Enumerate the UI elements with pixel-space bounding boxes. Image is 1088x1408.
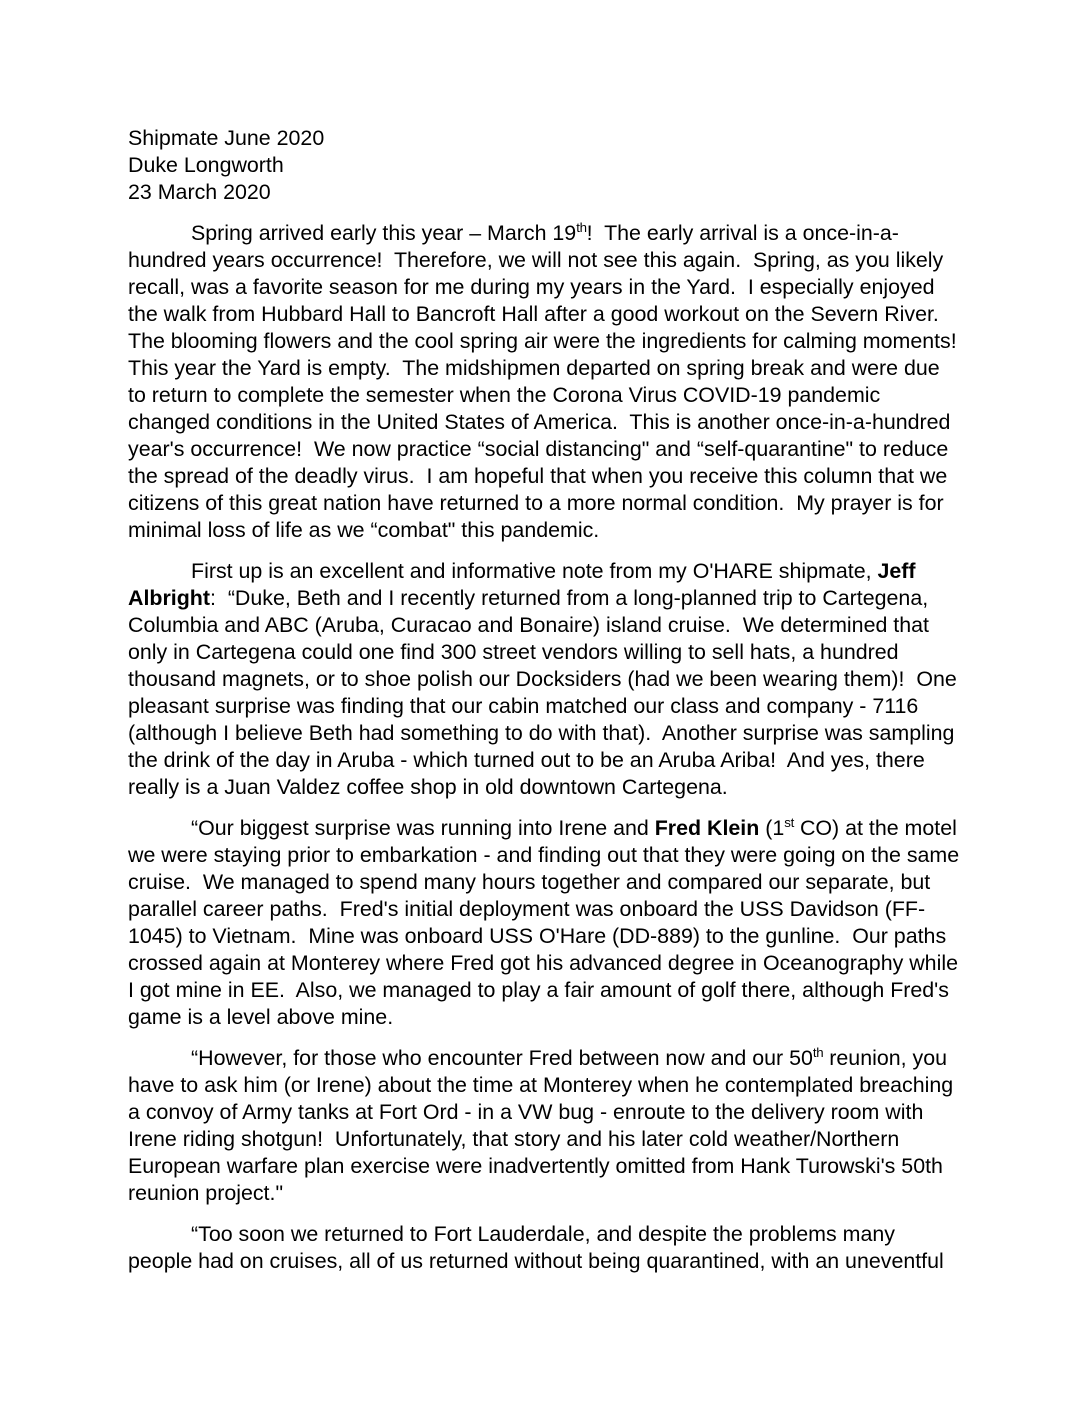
text-line [128,612,968,639]
text-line [128,247,968,274]
text-run: (1 [759,816,785,840]
text-run: thousand magnets, or to shoe polish our Docksiders (had we been wearing them)! One [128,667,957,691]
text-line [128,301,968,328]
header-line: 23 March 2020 [128,180,271,204]
text-run: parallel career paths. Fred's initial deployment was onboard the USS Davidson (FF- [128,897,926,921]
text-line [128,463,968,490]
text-run: First up is an excellent and informative note from my O'HARE shipmate, [191,559,878,583]
text-line [128,1099,968,1126]
text-run: reunion project." [128,1181,284,1205]
text-line [128,977,968,1004]
text-line [128,639,968,666]
text-run: really is a Juan Valdez coffee shop in old downtown Cartegena. [128,775,728,799]
text-run: CO) at the motel [794,816,957,840]
paragraph [128,1045,968,1207]
text-line [128,842,968,869]
bold-run: Albright [128,586,210,610]
text-run: “Too soon we returned to Fort Lauderdale, and despite the problems many [191,1222,895,1246]
text-run: The blooming flowers and the cool spring air were the ingredients for calming moments! [128,329,957,353]
text-line [128,1072,968,1099]
text-line [128,693,968,720]
text-run: 1045) to Vietnam. Mine was onboard USS O'Hare (DD-889) to the gunline. Our paths [128,924,947,948]
text-run: “Our biggest surprise was running into Irene and [191,816,655,840]
text-run: only in Cartegena could one find 300 street vendors willing to sell hats, a hundred [128,640,899,664]
text-run: the drink of the day in Aruba - which turned out to be an Aruba Ariba! And yes, there [128,748,925,772]
text-line [128,923,968,950]
text-line [128,1221,968,1248]
text-line [128,869,968,896]
text-run: hundred years occurrence! Therefore, we will not see this again. Spring, as you likely [128,248,944,272]
text-line [128,1126,968,1153]
text-run: “However, for those who encounter Fred between now and our 50 [191,1046,813,1070]
text-run: a convoy of Army tanks at Fort Ord - in a VW bug - enroute to the delivery room with [128,1100,924,1124]
text-line [128,815,968,842]
text-line [128,950,968,977]
text-run: pleasant surprise was finding that our cabin matched our class and company - 7116 [128,694,919,718]
text-line [128,585,968,612]
text-run: to return to complete the semester when the Corona Virus COVID-19 pandemic [128,383,881,407]
text-run: have to ask him (or Irene) about the time at Monterey when he contemplated breaching [128,1073,954,1097]
text-run: we were staying prior to embarkation - and finding out that they were going on the same [128,843,960,867]
text-run: I got mine in EE. Also, we managed to play a fair amount of golf there, although Fred's [128,978,949,1002]
text-run: reunion, you [823,1046,948,1070]
paragraph [128,815,968,1031]
paragraph [128,1221,968,1275]
text-run: minimal loss of life as we “combat" this pandemic. [128,518,600,542]
text-line [128,747,968,774]
bold-run: Jeff [877,559,916,583]
superscript-run: th [576,219,587,235]
text-line [128,382,968,409]
text-run: European warfare plan exercise were inadvertently omitted from Hank Turowski's 50th [128,1154,943,1178]
text-line [128,558,968,585]
text-run: changed conditions in the United States of America. This is another once-in-a-hundred [128,410,951,434]
text-run: citizens of this great nation have returned to a more normal condition. My prayer is for [128,491,944,515]
text-line [128,720,968,747]
text-run: cruise. We managed to spend many hours together and compared our separate, but [128,870,931,894]
text-run: the walk from Hubbard Hall to Bancroft Hall after a good workout on the Severn River. [128,302,939,326]
text-run: This year the Yard is empty. The midshipmen departed on spring break and were due [128,356,940,380]
text-line [128,896,968,923]
text-line [128,490,968,517]
text-run: ! The early arrival is a once-in-a- [586,221,899,245]
document-body [128,220,968,1275]
text-run: (although I believe Beth had something to do with that). Another surprise was sampling [128,721,955,745]
text-run: people had on cruises, all of us returned without being quarantined, with an uneventful [128,1249,944,1273]
text-line [128,436,968,463]
paragraph [128,220,968,544]
superscript-run: th [812,1044,824,1060]
text-run: year's occurrence! We now practice “social distancing" and “self-quarantine" to reduce [128,437,949,461]
text-line [128,1248,968,1275]
text-run: recall, was a favorite season for me during my years in the Yard. I especially enjoyed [128,275,935,299]
text-run: Spring arrived early this year – March 19 [191,221,577,245]
text-run: : “Duke, Beth and I recently returned from a long-planned trip to Cartegena, [209,586,929,610]
text-line [128,517,968,544]
text-run: game is a level above mine. [128,1005,394,1029]
text-line [128,409,968,436]
text-line [128,220,968,247]
text-line [128,1045,968,1072]
text-line [128,666,968,693]
text-line [128,355,968,382]
text-run: Columbia and ABC (Aruba, Curacao and Bonaire) island cruise. We determined that [128,613,929,637]
text-line [128,774,968,801]
bold-run: Fred Klein [654,816,760,840]
text-run: crossed again at Monterey where Fred got his advanced degree in Oceanography while [128,951,958,975]
superscript-run: st [784,814,794,830]
header-line: Duke Longworth [128,153,284,177]
text-run: Irene riding shotgun! Unfortunately, that story and his later cold weather/Northern [128,1127,900,1151]
text-run: the spread of the deadly virus. I am hopeful that when you receive this column that we [128,464,948,488]
header-line: Shipmate June 2020 [128,126,325,150]
text-line [128,1180,968,1207]
text-line [128,328,968,355]
paragraph [128,558,968,801]
text-line [128,1153,968,1180]
text-line [128,1004,968,1031]
document-header [128,125,968,206]
text-line [128,274,968,301]
